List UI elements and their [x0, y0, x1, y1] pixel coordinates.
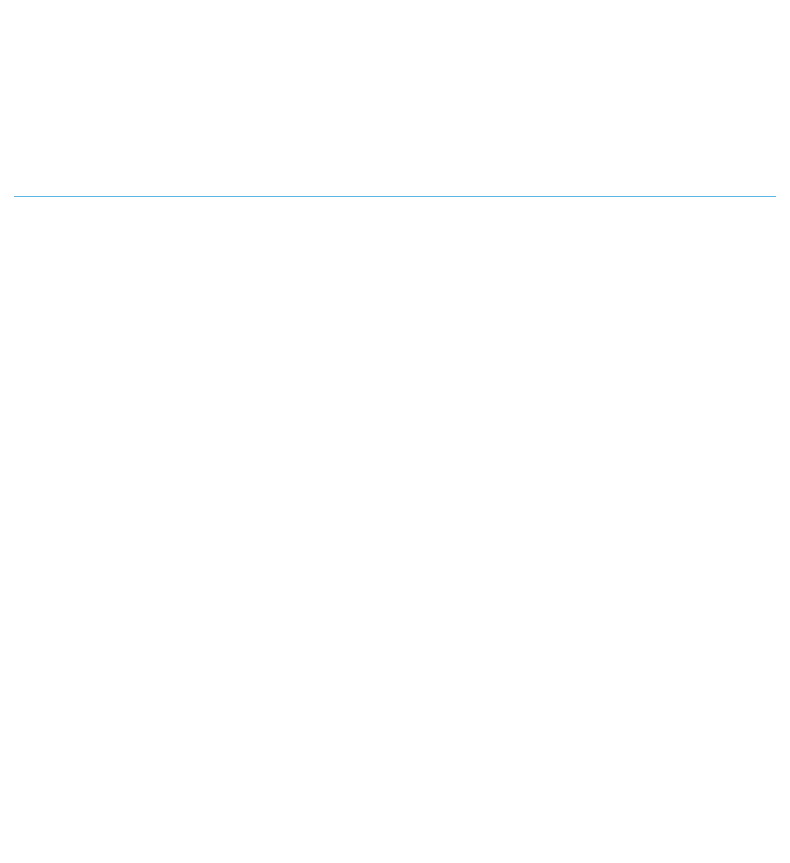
section-divider [14, 196, 776, 197]
